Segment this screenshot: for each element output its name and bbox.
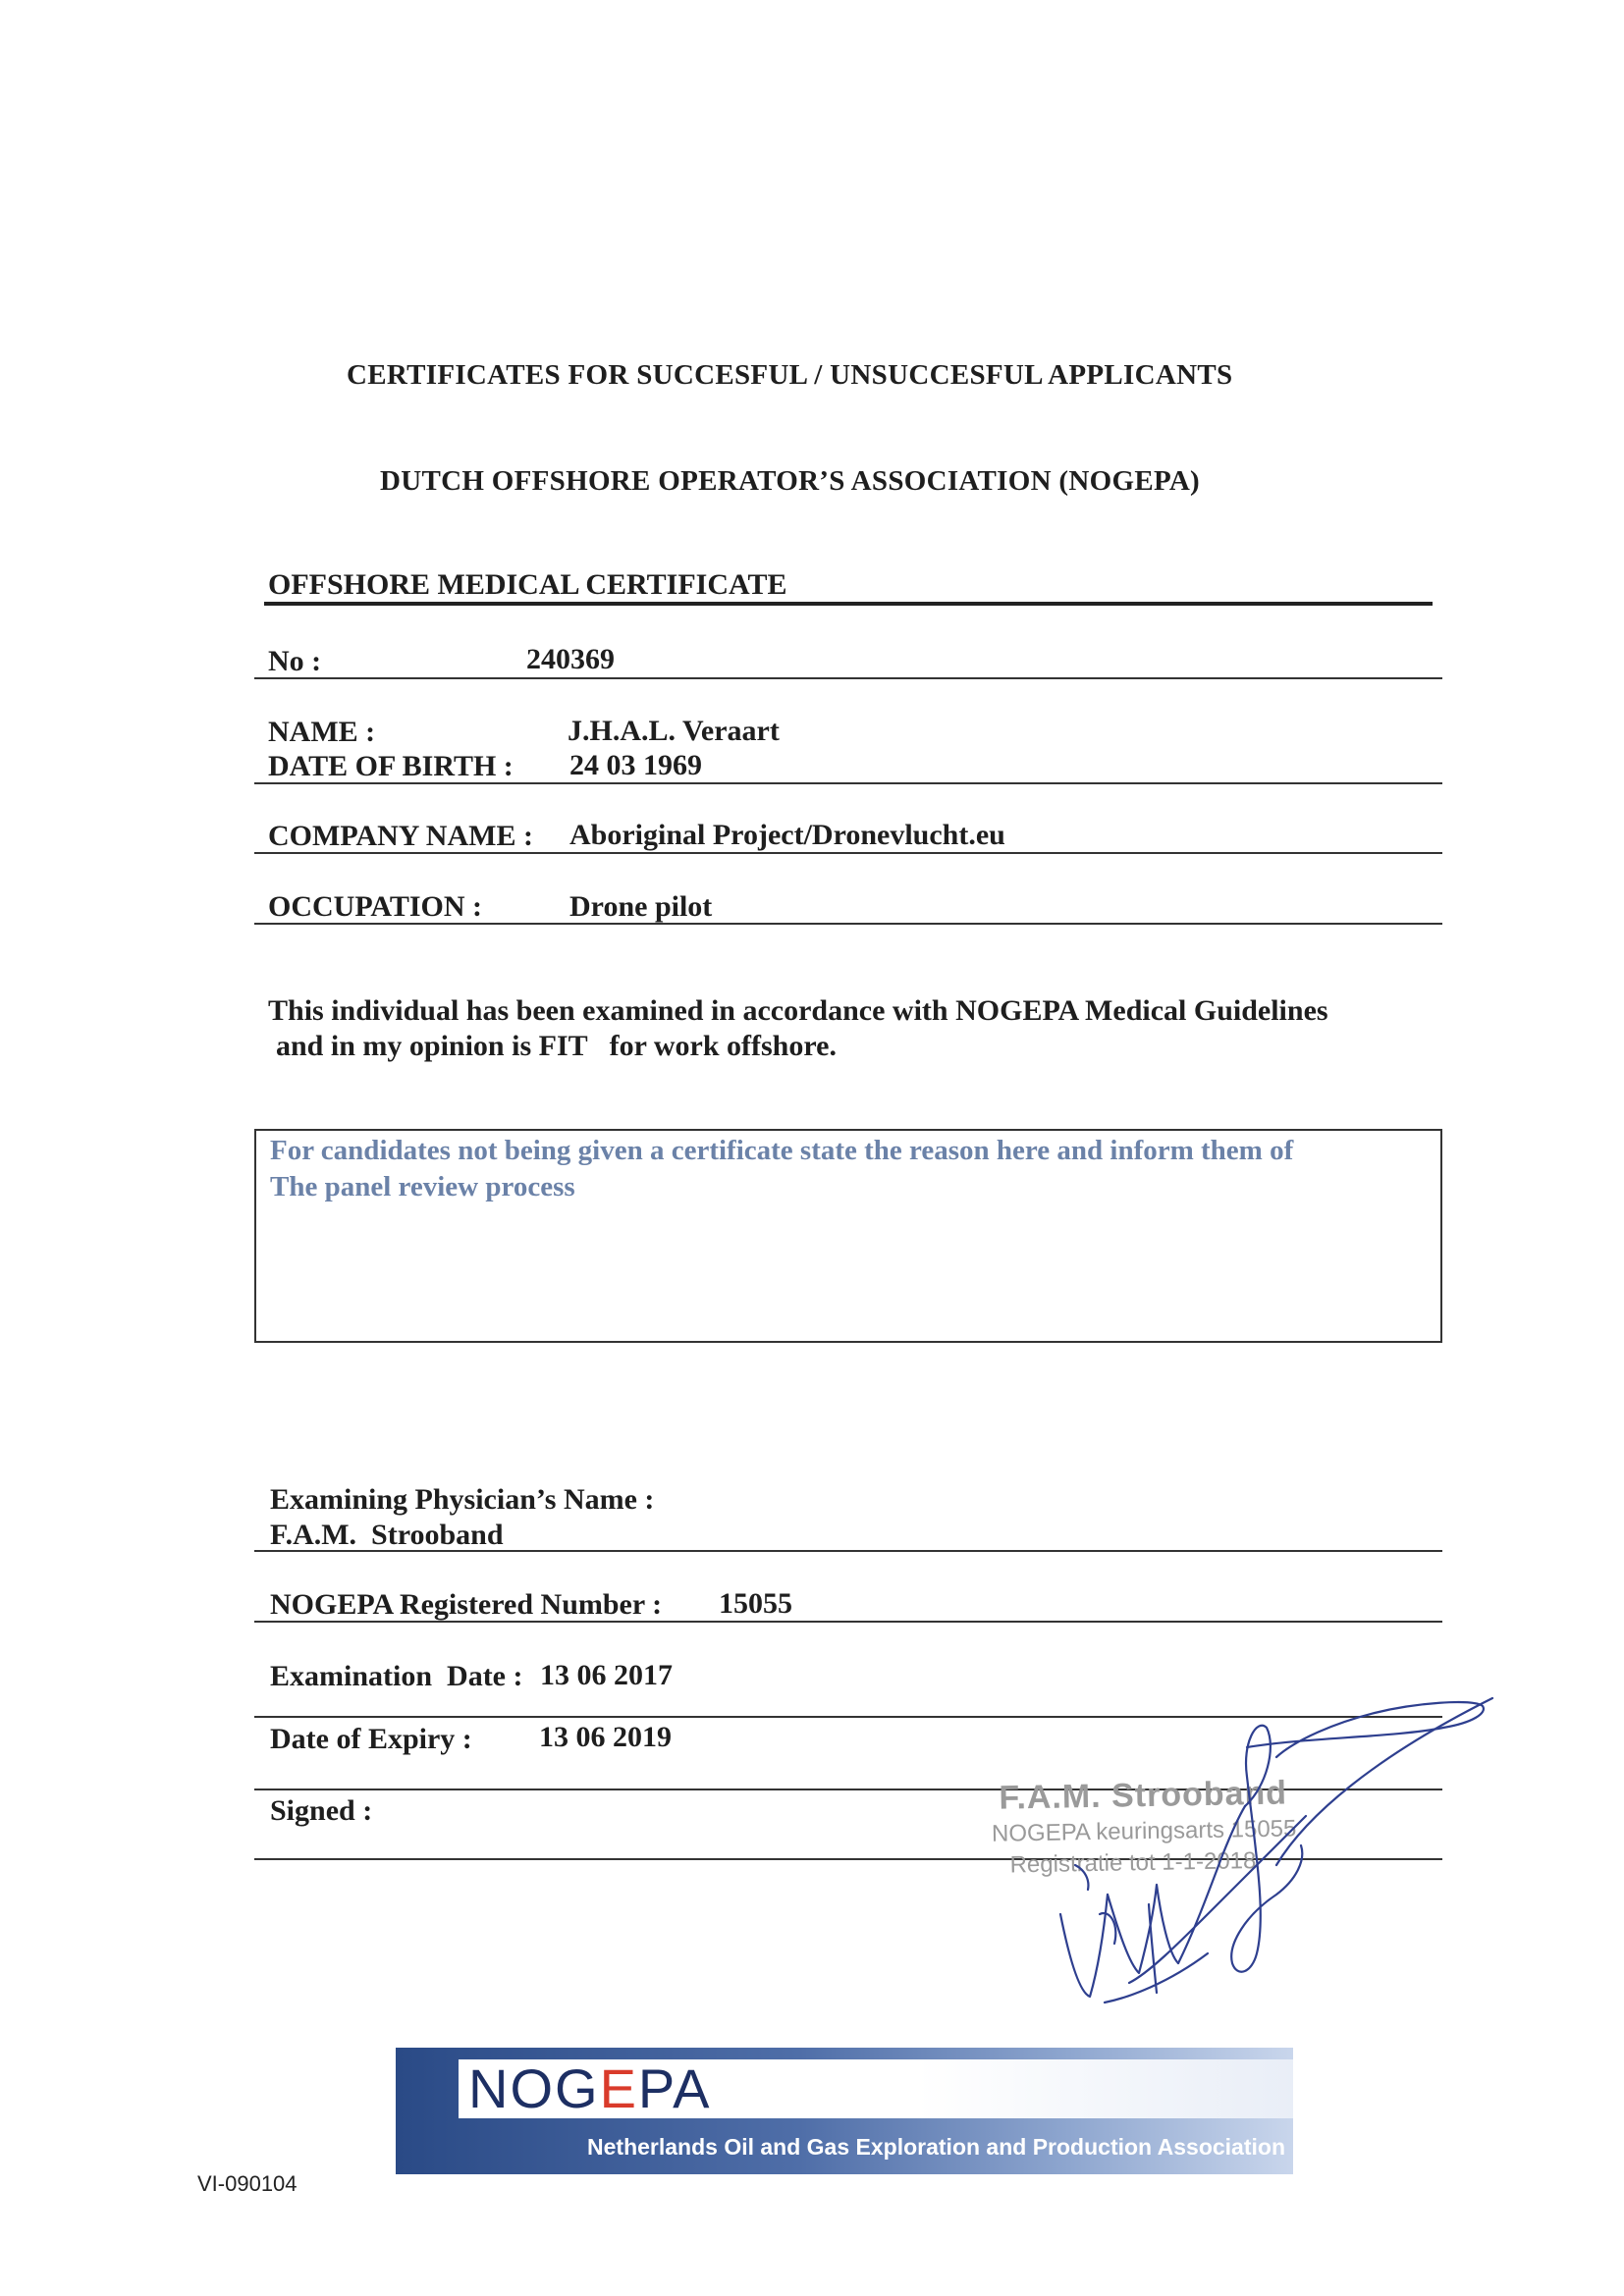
logo-e: E: [599, 2057, 638, 2119]
statement-line-2: and in my opinion is FIT for work offshore.: [276, 1030, 837, 1062]
certificate-heading: OFFSHORE MEDICAL CERTIFICATE: [268, 568, 787, 601]
registered-number-label: NOGEPA Registered Number :: [270, 1588, 663, 1621]
expiry-value: 13 06 2019: [539, 1721, 672, 1753]
expiry-label: Date of Expiry :: [270, 1723, 472, 1755]
reason-box: [254, 1129, 1442, 1343]
stamp-registration: NOGEPA keuringsarts 15055: [991, 1815, 1297, 1847]
name-value: J.H.A.L. Veraart: [568, 715, 780, 747]
heading-rule: [264, 602, 1433, 606]
statement-line-1: This individual has been examined in accordance with NOGEPA Medical Guidelines: [268, 994, 1328, 1027]
nogepa-banner: [396, 2048, 1293, 2174]
name-rule: [254, 782, 1442, 784]
exam-date-label: Examination Date :: [270, 1660, 523, 1692]
occupation-rule: [254, 923, 1442, 925]
reason-box-text: [270, 1133, 1429, 1205]
occupation-value: Drone pilot: [569, 890, 713, 923]
occupation-label: OCCUPATION :: [268, 890, 483, 923]
stamp-validity: Registratie tot 1-1-2018: [1009, 1847, 1257, 1879]
dob-label: DATE OF BIRTH :: [268, 750, 514, 782]
document-title: CERTIFICATES FOR SUCCESFUL / UNSUCCESFUL APPLICANTS: [347, 359, 1233, 391]
physician-name-value: F.A.M. Strooband: [270, 1519, 504, 1551]
logo-g: G: [555, 2057, 600, 2119]
registered-number-value: 15055: [719, 1587, 792, 1620]
company-rule: [254, 852, 1442, 854]
document-subtitle: DUTCH OFFSHORE OPERATOR’S ASSOCIATION (NOGEPA): [380, 465, 1201, 497]
name-label: NAME :: [268, 716, 376, 748]
no-value: 240369: [526, 643, 615, 675]
physician-rule: [254, 1550, 1442, 1552]
nogepa-logo: [468, 2057, 711, 2120]
logo-no: NO: [468, 2057, 555, 2119]
document-code: VI-090104: [197, 2171, 298, 2196]
exam-date-value: 13 06 2017: [540, 1659, 673, 1691]
registered-number-rule: [254, 1621, 1442, 1623]
dob-value: 24 03 1969: [569, 749, 702, 781]
reason-line-2: The panel review process: [270, 1171, 575, 1202]
stamp-name: F.A.M. Strooband: [999, 1774, 1288, 1817]
no-rule: [254, 677, 1442, 679]
physician-name-label: Examining Physician’s Name :: [270, 1483, 655, 1516]
company-value: Aboriginal Project/Dronevlucht.eu: [569, 819, 1005, 851]
logo-pa: PA: [637, 2057, 712, 2119]
signed-label: Signed :: [270, 1794, 373, 1827]
reason-line-1: For candidates not being given a certificate state the reason here and inform them of: [270, 1135, 1294, 1166]
handwritten-signature: [982, 1669, 1512, 2042]
no-label: No :: [268, 645, 322, 677]
banner-caption: Netherlands Oil and Gas Exploration and Production Association: [587, 2134, 1285, 2160]
company-label: COMPANY NAME :: [268, 820, 533, 852]
